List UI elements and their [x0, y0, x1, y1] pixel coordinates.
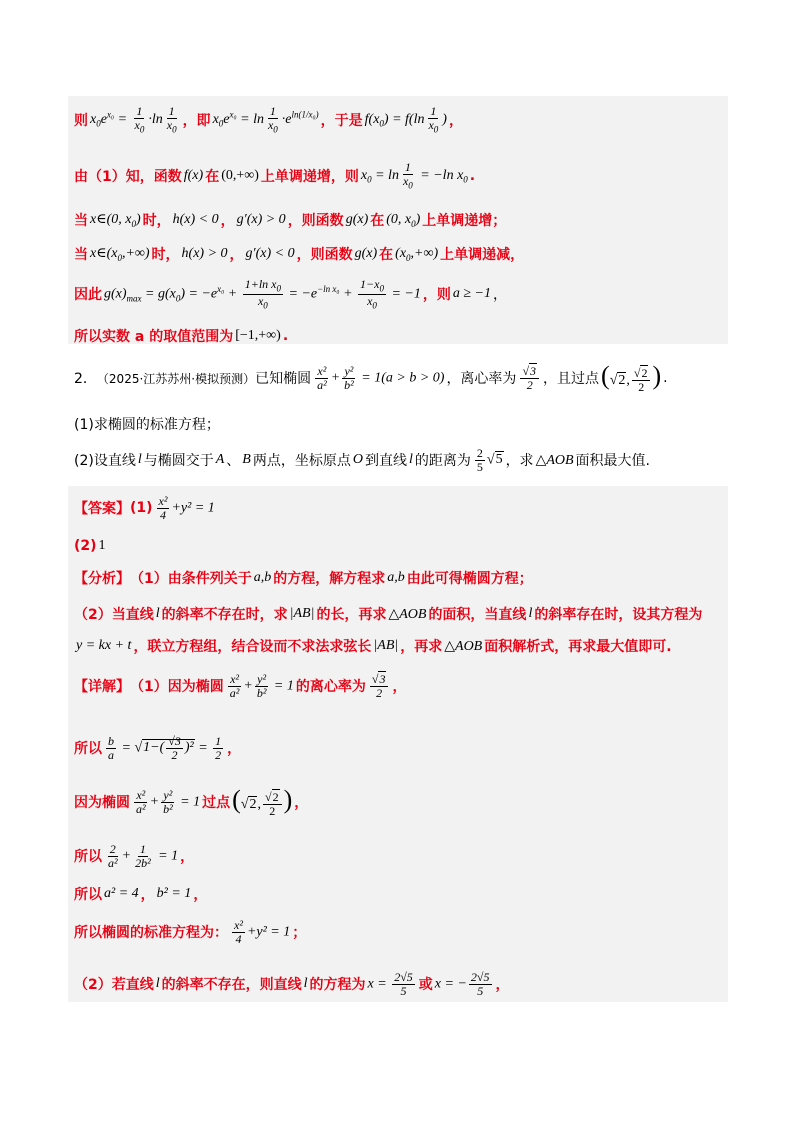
detail-line-7: （2）若直线 l 的斜率不存在，则直线 l 的方程为 x = $\frac{2√5}{5}$ 或 x = − $\frac{2√5}{5}$ ， — [74, 969, 510, 998]
analysis-line-2: （2）当直线 l 的斜率不存在时，求 |AB| 的长，再求 △AOB 的面积，当直线 l 的斜率存在时，设其方程为 — [74, 606, 703, 623]
math: (0, $x_0$) — [386, 211, 421, 229]
detail-line-4: 所以 $\frac{2}{\text{a²}}$ + $\frac{1}{\text{2b²}}$ = 1 ， — [74, 841, 195, 870]
math: $f(x_0) = f(\ln$ $\frac{1}{x_0}$ ) — [364, 104, 447, 135]
math: $x\in(x_0,+\infty)$ — [90, 246, 150, 263]
math: x∈(0, $x_0$) — [90, 212, 141, 229]
math: $x_0 = \ln$ $\frac{1}{x_0}$ = −ln $x_0$ — [360, 160, 468, 191]
math: [−1,+∞) — [235, 328, 281, 343]
math: △AOB — [444, 638, 483, 654]
math: $(x_0,+\infty)$ — [395, 245, 439, 263]
math: l — [137, 452, 142, 467]
math: $\frac{2}{5}$ √5 — [476, 445, 503, 474]
detail-line-5: 所以 a² = 4 ， b² = 1 ， — [74, 886, 208, 903]
solution-line-4: 当 $x\in(x_0,+\infty)$ 时， h(x) > 0 ， g′(x) < 0 ，则函数 g(x) 在 $(x_0,+\infty)$ 上单调递减， — [74, 245, 525, 263]
math: △AOB — [535, 452, 574, 468]
math: h(x) < 0 — [172, 212, 219, 227]
math: l — [155, 976, 160, 991]
math: l — [528, 606, 533, 621]
problem-stem: 2． （2025·江苏苏州·模拟预测） 已知椭圆 $\frac{\text{x²}}{\text{a²}}$ + $\frac{\text{y²}}{\text{b²}}$ = 1(a > b > 0) ，离心率为 $\frac{√3}{2}$ ，且过点 (√2, $\frac{√2}{2}$ ) . — [74, 360, 668, 394]
math: $g(x)_{max} = g(x_0) = -e^{x_0}$ + $\frac{1+\ln x_0}{x_0}$ = $-e^{-ln x_0}$ + $\frac{1-x_0}{x_0}$ = −1 — [104, 276, 421, 310]
math: f(x) — [183, 168, 204, 183]
math: g′(x) < 0 — [245, 246, 295, 261]
math: A — [215, 452, 225, 467]
math: l — [155, 606, 160, 621]
math: a,b — [387, 570, 405, 585]
math: $\frac{b}{a}$ = √1−( $\frac{√3}{2}$ )² = $\frac{1}{2}$ — [108, 733, 222, 762]
math: $\frac{\text{x²}}{4}$ +y² = 1 — [158, 493, 215, 522]
math: △AOB — [388, 606, 427, 622]
math: $x_0e^{x_0} = \ln$ $\frac{1}{x_0}$ $\cdot e^{ln(1/x_0)}$ — [212, 104, 319, 135]
math: |AB| — [289, 606, 315, 621]
math: l — [303, 976, 308, 991]
math: $\frac{√3}{2}$ — [518, 365, 541, 391]
math: a ≥ −1 — [452, 286, 491, 301]
math: $x_0e^{x_0}$ = $\frac{1}{x_0}$ ·ln $\frac{1}{x_0}$ — [90, 104, 177, 135]
math: b² = 1 — [156, 886, 192, 901]
math: B — [242, 452, 251, 467]
answer-line-2: (2) 1 — [74, 538, 106, 554]
math: $\frac{\text{x²}}{\text{a²}}$ + $\frac{\text{y²}}{\text{b²}}$ = 1 — [229, 671, 294, 700]
math: a² = 4 — [104, 886, 139, 901]
math: x = $\frac{2√5}{5}$ — [367, 969, 413, 998]
math: h(x) > 0 — [181, 246, 228, 261]
solution-line-5: 因此 $g(x)_{max} = g(x_0) = -e^{x_0}$ + $\frac{1+\ln x_0}{x_0}$ = $-e^{-ln x_0}$ + $\frac{1-x_0}{x_0}$ = −1 ，则 a ≥ −1 ， — [74, 276, 507, 310]
detail-line-1: 【详解】 （1）因为椭圆 $\frac{\text{x²}}{\text{a²}}$ + $\frac{\text{y²}}{\text{b²}}$ = 1 的离心率为 $\frac{√3}{2}$ ， — [74, 671, 407, 700]
math: (0,+∞) — [221, 168, 259, 183]
math: $\frac{√3}{2}$ — [368, 673, 391, 699]
analysis-line-1: 【分析】 （1）由条件列关于 a,b 的方程，解方程求 a,b 由此可得椭圆方程； — [74, 570, 533, 587]
solution-line-6: 所以实数 a 的取值范围为 [−1,+∞) . — [74, 328, 289, 345]
math: $\frac{2}{\text{a²}}$ + $\frac{1}{\text{2b²}}$ = 1 — [108, 841, 179, 870]
detail-line-2: 所以 $\frac{b}{a}$ = √1−( $\frac{√3}{2}$ )² = $\frac{1}{2}$ ， — [74, 733, 242, 762]
math: g(x) — [354, 246, 378, 261]
solution-line-2: 由（1）知，函数 f(x) 在 (0,+∞) 上单调递增，则 $x_0 = \ln$ $\frac{1}{x_0}$ = −ln $x_0$ . — [74, 160, 476, 191]
solution-line-1: 则 $x_0e^{x_0}$ = $\frac{1}{x_0}$ ·ln $\frac{1}{x_0}$ ，即 $x_0e^{x_0} = \ln$ $\frac{1}{x_0}$ $\cdot e^{ln(1/x_0)}$ ，于是 $f(x_0) = f(\ln$ $\frac{1}{x_0}$ ) ， — [74, 104, 463, 135]
math: $\frac{\text{x²}}{4}$ +y² = 1 — [234, 917, 291, 946]
problem-question-2: (2)设直线 l 与椭圆交于 A 、 B 两点，坐标原点 O 到直线 l 的距离为 $\frac{2}{5}$ √5 ，求 △AOB 面积最大值. — [74, 445, 650, 474]
math: $\frac{\text{x²}}{\text{a²}}$ + $\frac{\text{y²}}{\text{b²}}$ = 1 — [136, 787, 201, 816]
math: (√2, $\frac{√2}{2}$ ) — [232, 784, 293, 818]
math: l — [408, 452, 413, 467]
analysis-line-3: y = kx + t ，联立方程组，结合设而不求法求弦长 |AB| ，再求 △AOB 面积解析式，再求最大值即可. — [76, 638, 672, 655]
math: g′(x) > 0 — [236, 212, 286, 227]
math: (√2, $\frac{√2}{2}$ ) — [601, 360, 662, 394]
math: x = − $\frac{2√5}{5}$ — [434, 969, 490, 998]
math: |AB| — [373, 638, 399, 653]
math: O — [352, 452, 363, 467]
math: g(x) — [345, 212, 369, 227]
problem-question-1: (1)求椭圆的标准方程； — [74, 417, 220, 433]
answer-line-1: 【答案】 (1) $\frac{\text{x²}}{4}$ +y² = 1 — [74, 493, 215, 522]
math: $\frac{\text{x²}}{\text{a²}}$ + $\frac{\text{y²}}{\text{b²}}$ = 1(a > b > 0) — [317, 363, 445, 392]
math: y = kx + t — [76, 638, 132, 653]
detail-line-6: 所以椭圆的标准方程为： $\frac{\text{x²}}{4}$ +y² = 1 ； — [74, 917, 307, 946]
math: 1 — [98, 538, 106, 553]
detail-line-3: 因为椭圆 $\frac{\text{x²}}{\text{a²}}$ + $\frac{\text{y²}}{\text{b²}}$ = 1 过点 (√2, $\frac{√2}{2}$ ) ， — [74, 784, 309, 818]
math: a,b — [253, 570, 272, 585]
solution-line-3: 当 x∈(0, $x_0$) 时， h(x) < 0 ， g′(x) > 0 ，则函数 g(x) 在 (0, $x_0$) 上单调递增； — [74, 211, 507, 229]
